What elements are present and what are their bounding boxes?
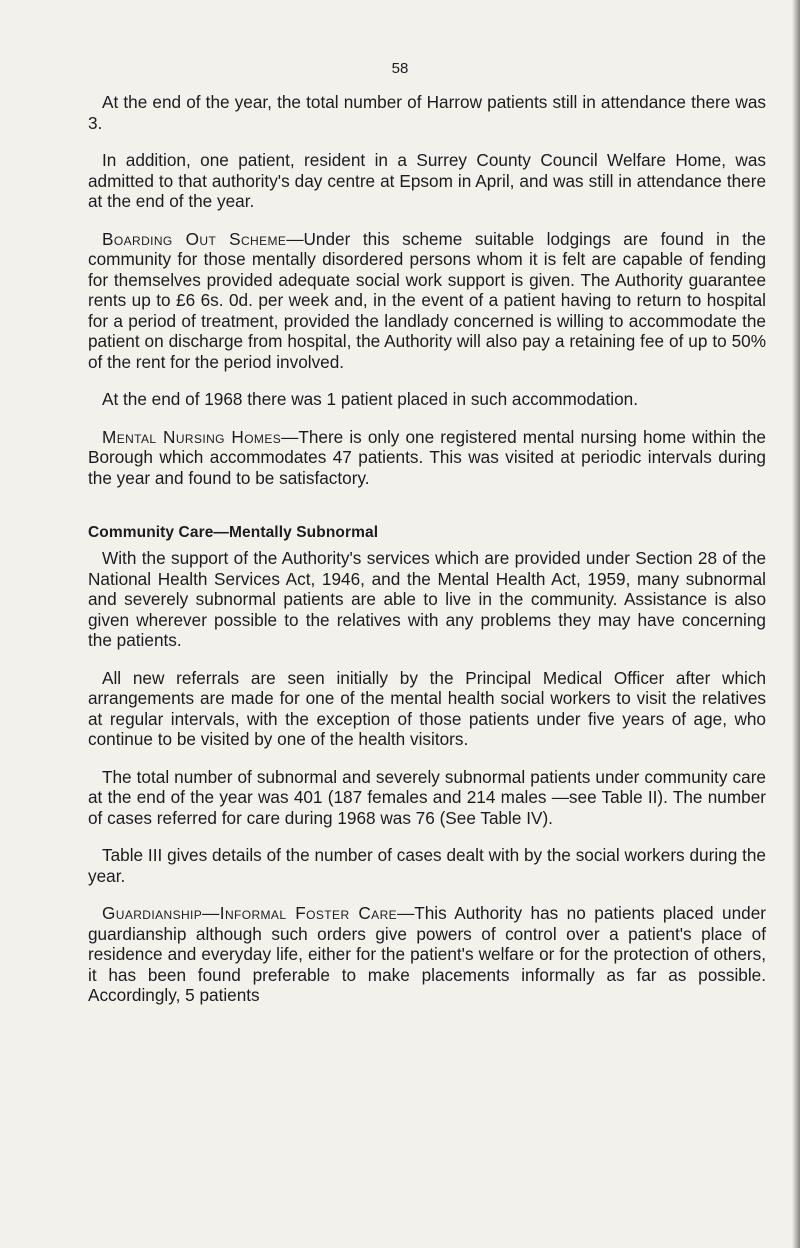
paragraph-authority-support: With the support of the Authority's services which are provided under Section 28 of the National Health Services Act, 1946, and the Mental Health Act, 1959, many subnormal and severely subnormal patients are able to live in the community. Assistance is also given wherever possible to the relatives with any problems they may have concerning the patients. xyxy=(88,548,766,650)
paragraph-boarding-out-scheme: Boarding Out Scheme—Under this scheme suitable lodgings are found in the community for those mentally disordered persons whom it is felt are capable of fending for themselves provided adequate social work support is given. The Authority guarantee rents up to £6 6s. 0d. per week and, in the event of a patient having to return to hospital for a period of treatment, provided the landlady concerned is willing to accommodate the patient on discharge from hospital, the Authority will also pay a retaining fee of up to 50% of the rent for the period involved. xyxy=(88,228,766,372)
paragraph-mental-nursing-homes: Mental Nursing Homes—There is only one registered mental nursing home within the Borough which accommodates 47 patients. This was visited at periodic intervals during the year and found to be satisfactory. xyxy=(88,426,766,488)
paragraph-accommodation-count: At the end of 1968 there was 1 patient placed in such accommodation. xyxy=(102,389,639,409)
paragraph-table-three: Table III gives details of the number of cases dealt with by the social workers during the year. xyxy=(88,845,766,886)
page-number: 58 xyxy=(391,60,409,77)
guardianship-heading: Guardianship—Informal Foster Care xyxy=(102,903,398,923)
boarding-out-scheme-heading: Boarding Out Scheme xyxy=(102,228,287,249)
paragraph-harrow-attendance: At the end of the year, the total number of Harrow patients still in attendance there was 3. xyxy=(88,92,766,133)
paragraph-surrey-patient: In addition, one patient, resident in a Surrey County Council Welfare Home, was admitted to that authority's day centre at Epsom in April, and was still in attendance there at the end of the year. xyxy=(88,150,766,211)
paragraph-total-patients: The total number of subnormal and severely subnormal patients under community care at the end of the year was 401 (187 females and 214 males —see Table II). The number of cases referred for care during 1968 was 76 (See Table IV). xyxy=(88,766,766,828)
page-edge-shadow xyxy=(792,0,800,1248)
paragraph-new-referrals: All new referrals are seen initially by the Principal Medical Officer after which arrangements are made for one of the mental health social workers to visit the relatives at regular intervals, with the exception of those patients under five years of age, who continue to be visited by one of the health visitors. xyxy=(88,667,766,749)
page-body xyxy=(88,92,766,1023)
mental-nursing-homes-heading: Mental Nursing Homes xyxy=(102,426,282,447)
section-heading: Community Care—Mentally Subnormal xyxy=(88,524,379,541)
paragraph-guardianship: Guardianship—Informal Foster Care—This Authority has no patients placed under guardianship although such orders give powers of control over a patient's place of residence and everyday life, either for the patient's welfare or for the protection of others, it has been found preferable to make placements informally as far as possible. Accordingly, 5 patients xyxy=(88,903,766,1005)
